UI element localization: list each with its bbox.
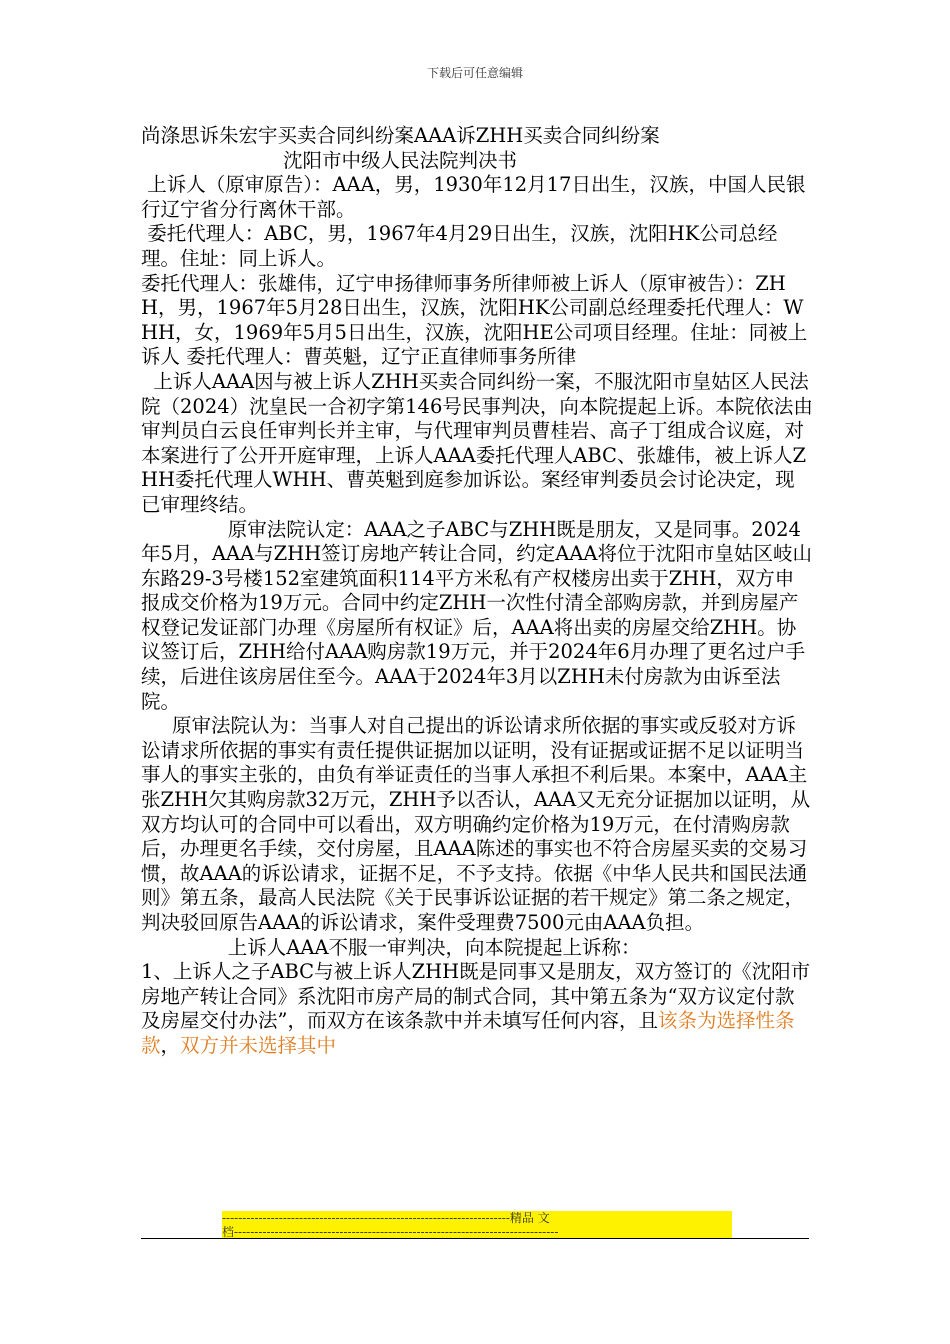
page-header-note: 下载后可任意编辑 (426, 66, 523, 80)
page-footer (222, 1211, 732, 1239)
document-title: 尚涤思诉朱宏宇买卖合同纠纷案AAA诉ZHH买卖合同纠纷案 (141, 124, 660, 147)
highlight-text-b: 双方并未选择其中 (180, 1033, 337, 1057)
paragraph-appeal-claim: 上诉人AAA不服一审判决，向本院提起上诉称： (141, 935, 641, 959)
paragraph-case-intro: 上诉人AAA因与被上诉人ZHH买卖合同纠纷一案，不服沈阳市皇姑区人民法院（2024）沈皇民一合初字第146号民事判决，向本院提起上诉。本院依法由审判员白云良任审判长并主审，与代理审判员曹桂岩、高子丁组成合议庭，对本案进行了公开开庭审理，上诉人AAA委托代理人ABC、张雄伟，被上诉人ZHH委托代理人WHH、曹英魁到庭参加诉讼。案经审判委员会讨论决定，现已审理终结。 (141, 369, 813, 516)
highlight-text-a: 该条为选择性条款 (141, 1009, 795, 1057)
paragraph-appeal-point-1 (141, 960, 813, 1058)
paragraph-appellant: 上诉人（原审原告）：AAA，男，1930年12月17日出生，汉族，中国人民银行辽宁省分行离休干部。 (141, 173, 806, 221)
paragraph-agent-1: 委托代理人：ABC，男，1967年4月29日出生，汉族，沈阳HK公司总经理。住址：同上诉人。 (141, 222, 778, 270)
paragraph-agent-2: 委托代理人：张雄伟，辽宁申扬律师事务所律师被上诉人（原审被告）：ZHH，男，1967年5月28日出生，汉族，沈阳HK公司副总经理委托代理人：WHH，女，1969年5月5日出生，汉族，沈阳HE公司项目经理。住址：同被上诉人 委托代理人：曹英魁，辽宁正直律师事务所律 (141, 271, 808, 369)
footer-rule (141, 1238, 809, 1239)
paragraph-original-opinion: 原审法院认为：当事人对自己提出的诉讼请求所依据的事实或反驳对方诉讼请求所依据的事实有责任提供证据加以证明，没有证据或证据不足以证明当事人的事实主张的，由负有举证责任的当事人承担不利后果。本案中，AAA主张ZHH欠其购房款32万元，ZHH予以否认，AAA又无充分证据加以证明，从双方均认可的合同中可以看出，双方明确约定价格为19万元，在付清购房款后，办理更名手续，交付房屋，且AAA陈述的事实也不符合房屋买卖的交易习惯，故AAA的诉讼请求，证据不足，不予支持。依据《中华人民共和国民法通则》第五条，最高人民法院《关于民事诉讼证据的若干规定》第二条之规定，判决驳回原告AAA的诉讼请求，案件受理费7500元由AAA负担。 (141, 714, 811, 934)
paragraph-appeal-point-1-text: 1、上诉人之子ABC与被上诉人ZHH既是同事又是朋友，双方签订的《沈阳市房地产转让合同》系沈阳市房产局的制式合同，其中第五条为“双方议定付款及房屋交付办法”，而双方在该条款中并未填写任何内容，且 (141, 960, 811, 1033)
highlight-separator: ， (160, 1033, 181, 1057)
paragraph-original-findings: 原审法院认定：AAA之子ABC与ZHH既是朋友，又是同事。2024年5月，AAA与ZHH签订房地产转让合同，约定AAA将位于沈阳市皇姑区岐山东路29-3号楼152室建筑面积114平方米私有产权楼房出卖于ZHH，双方申报成交价格为19万元。合同中约定ZHH一次性付清全部购房款，并到房屋产权登记发证部门办理《房屋所有权证》后，AAA将出卖的房屋交给ZHH。协议签订后，ZHH给付AAA购房款19万元，并于2024年6月办理了更名过户手续，后进住该房居住至今。AAA于2024年3月以ZHH未付房款为由诉至法院。 (141, 517, 812, 713)
footer-line-1: -----------------------------------------------------------------------精品 文 (222, 1211, 732, 1225)
footer-line-2: 档-------------------------------------------------------------------------------- (222, 1225, 732, 1239)
document-subtitle: 沈阳市中级人民法院判决书 (283, 148, 518, 172)
document-body (141, 124, 813, 1059)
